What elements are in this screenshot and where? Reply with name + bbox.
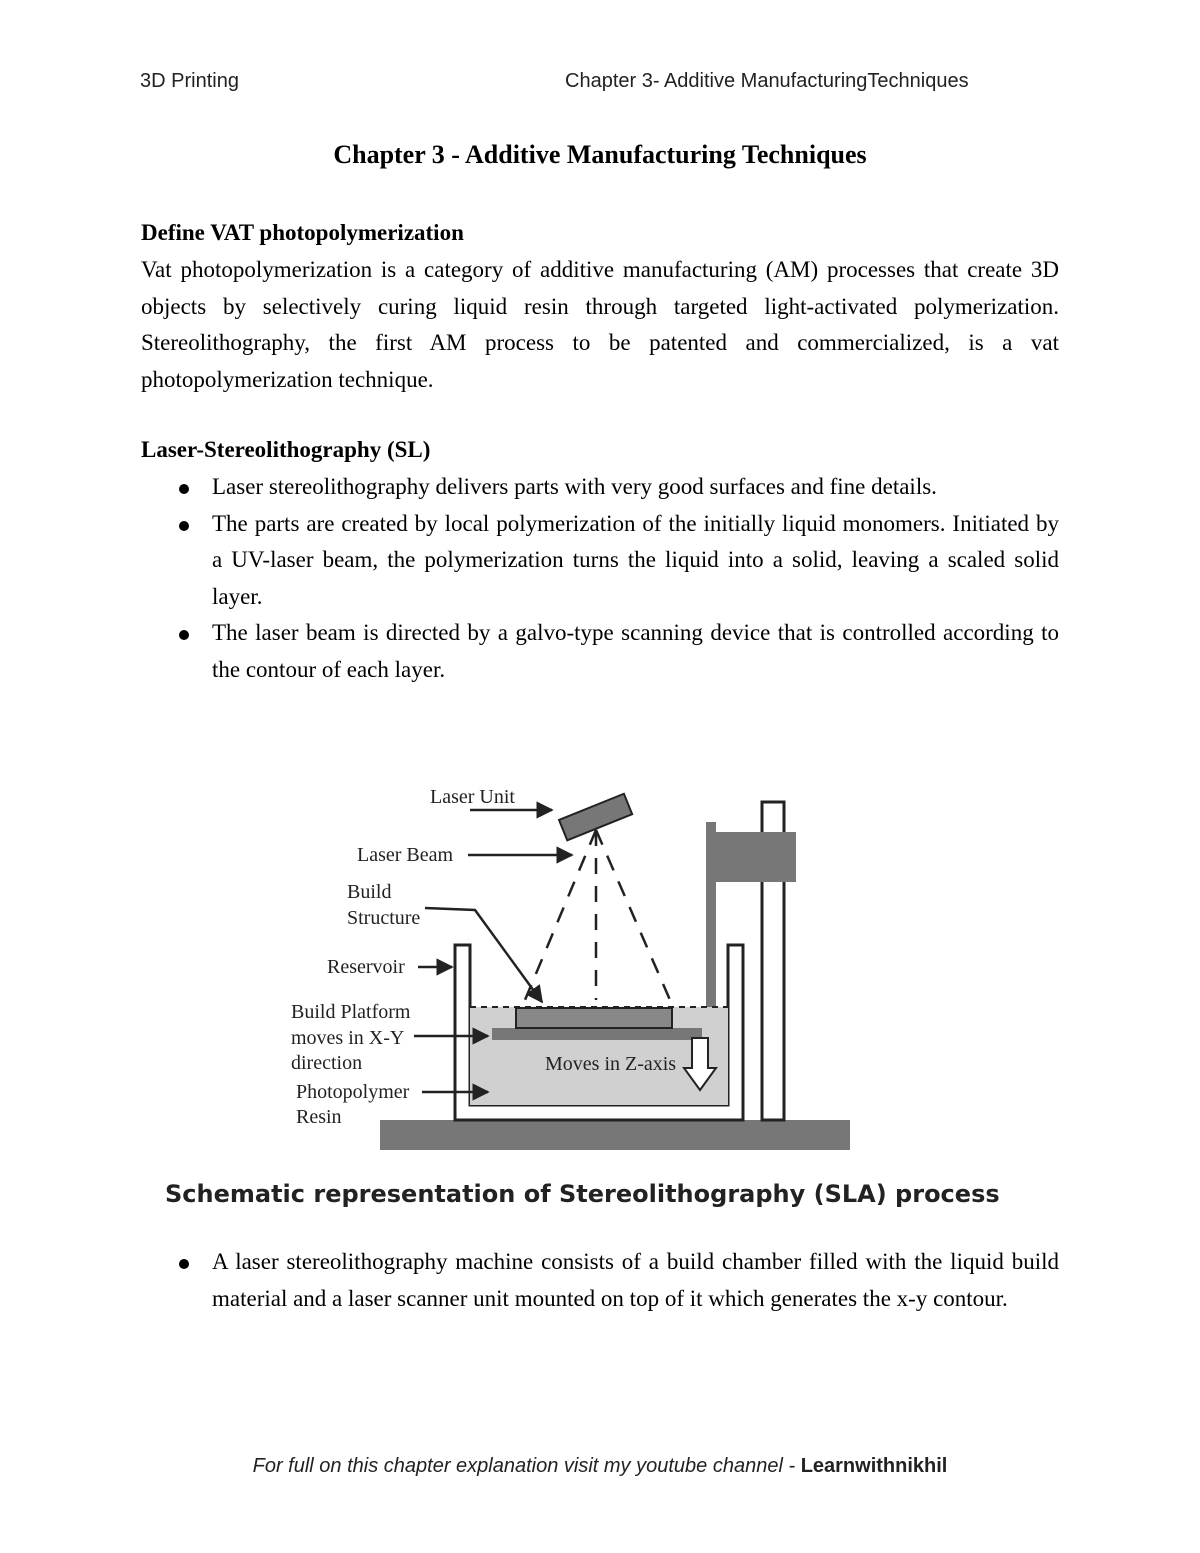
machine-base (380, 1120, 850, 1150)
laser-beam-right (596, 830, 670, 1000)
label-resin-2: Resin (296, 1106, 342, 1128)
section-heading-sl: Laser-Stereolithography (SL) (141, 437, 431, 462)
header-left: 3D Printing (140, 70, 239, 92)
bullet-icon (179, 630, 189, 640)
label-reservoir: Reservoir (327, 956, 405, 978)
bullet-text: The parts are created by local polymerization of the initially liquid monomers. Initiated by a UV-laser beam, the polymerization turns the liquid into a solid, leaving a scaled solid layer. (212, 510, 1059, 609)
label-resin-1: Photopolymer (296, 1081, 410, 1103)
list-item (141, 615, 1059, 688)
build-structure-pointer (425, 908, 542, 1002)
label-laser-beam: Laser Beam (357, 844, 454, 866)
section-heading-vat: Define VAT photopolymerization (141, 220, 464, 245)
list-item (141, 506, 1059, 616)
label-build-platform-2: moves in X-Y (291, 1027, 405, 1049)
section-body-vat: Vat photopolymerization is a category of additive manufacturing (AM) processes that create 3D objects by selectively curing liquid resin through targeted light-activated polymerization. Stereolithography, the first AM process to be patented and commercialized, is a vat photopolymerization technique. (141, 257, 1059, 392)
list-item (141, 1244, 1059, 1317)
figure-caption: Schematic representation of Stereolithography (SLA) process (165, 1180, 1000, 1208)
bullet-icon (179, 521, 189, 531)
build-structure (516, 1008, 672, 1028)
machine-bullet-list (141, 1244, 1059, 1317)
page-title: Chapter 3 - Additive Manufacturing Techniques (333, 140, 867, 169)
label-build-structure-1: Build (347, 881, 392, 903)
header-right: Chapter 3- Additive ManufacturingTechniques (565, 70, 969, 92)
bullet-icon (179, 1259, 189, 1269)
footer-channel: Learnwithnikhil (800, 1455, 948, 1477)
label-build-platform-3: direction (291, 1052, 363, 1074)
label-build-structure-2: Structure (347, 907, 421, 929)
label-laser-unit: Laser Unit (430, 786, 515, 808)
label-build-platform-1: Build Platform (291, 1001, 411, 1023)
bullet-text: A laser stereolithography machine consists of a build chamber filled with the liquid build material and a laser scanner unit mounted on top of it which generates the x-y contour. (212, 1249, 1059, 1311)
label-z-axis: Moves in Z-axis (545, 1053, 677, 1075)
bullet-text: Laser stereolithography delivers parts with very good surfaces and fine details. (212, 474, 937, 499)
build-platform (492, 1028, 702, 1040)
sl-bullet-list (141, 469, 1059, 688)
footer-text: For full on this chapter explanation visit my youtube channel - (252, 1455, 801, 1477)
sla-diagram (280, 770, 860, 1160)
bullet-text: The laser beam is directed by a galvo-type scanning device that is controlled according to the contour of each layer. (212, 620, 1059, 682)
list-item (141, 469, 1059, 506)
bullet-icon (179, 484, 189, 494)
tower-bracket (706, 832, 796, 882)
page-footer (0, 1455, 1200, 1478)
